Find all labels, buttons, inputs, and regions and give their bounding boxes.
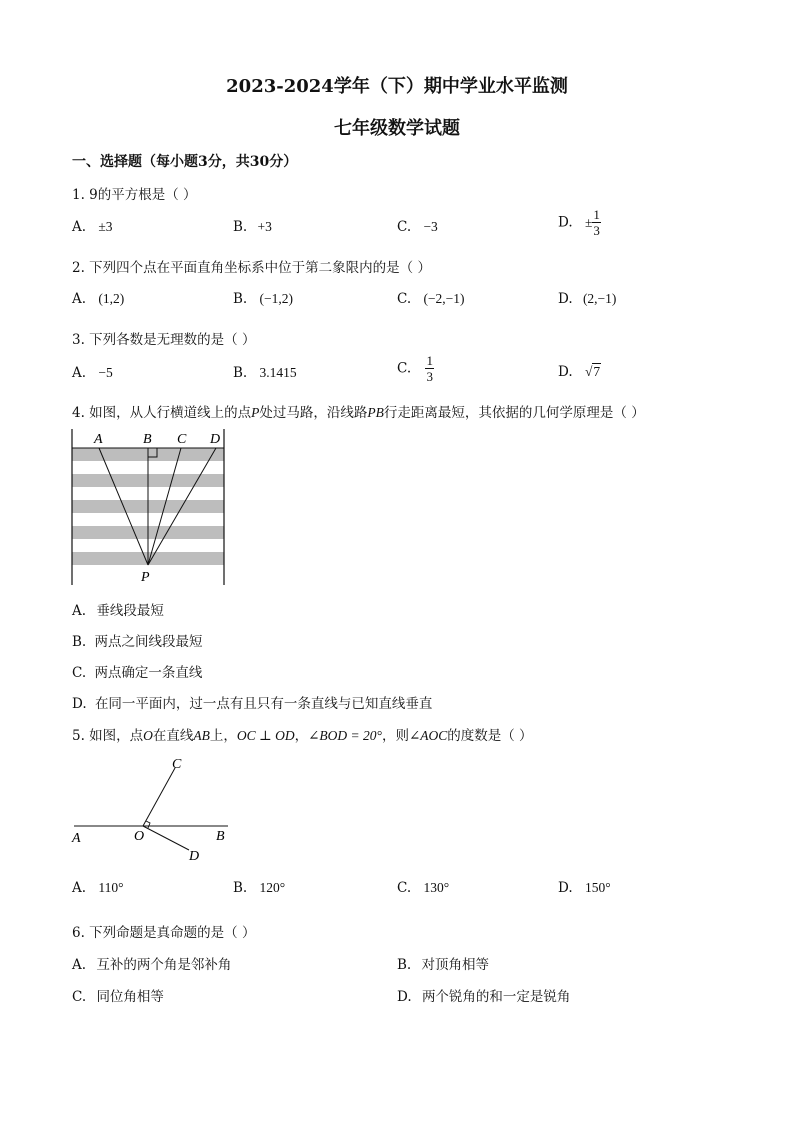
question-6-option-b[interactable]: B. 对顶角相等 [397,957,490,973]
fraction-one-third: $\frac{1}{3}$ [593,207,600,238]
label-c: C [177,432,187,447]
question-1-option-a[interactable]: A. ±3 [72,219,113,235]
label-b: B [216,829,225,844]
label-a: A [72,831,81,846]
question-3-option-d[interactable]: D. √7 [558,364,601,380]
label-c: C [172,757,182,772]
angle-figure [68,752,238,864]
exam-subtitle: 七年级数学试题 [334,118,460,139]
question-2-option-d[interactable]: D. (2,−1) [558,291,617,307]
ray-od [143,826,189,850]
question-4-option-a[interactable]: A. 垂线段最短 [72,603,164,619]
question-5-option-d[interactable]: D. 150° [558,880,611,896]
question-3-option-a[interactable]: A. −5 [72,365,113,381]
question-1-stem: 1. 9的平方根是（ ） [72,187,197,203]
question-3-option-b[interactable]: B. 3.1415 [233,365,297,381]
radical-sign-icon: √ [584,364,593,379]
question-1-option-d[interactable]: D. ± $\frac{1}{3}$ [558,207,600,238]
section-heading: 一、选择题（每小题3分，共30分） [72,154,298,170]
question-2-option-a[interactable]: A. (1,2) [72,291,125,307]
question-6-stem: 6. 下列命题是真命题的是（ ） [72,925,256,941]
question-4-stem: 4. 如图，从人行横道线上的点P处过马路，沿线路PB行走距离最短，其依据的几何学原理是（ ） [72,405,645,421]
fraction-one-third: $\frac{1}{3}$ [426,353,433,384]
label-d: D [189,849,200,864]
question-5-option-b[interactable]: B. 120° [233,880,286,896]
question-5-option-c[interactable]: C. 130° [397,880,450,896]
question-3-stem: 3. 下列各数是无理数的是（ ） [72,332,256,348]
label-p: P [141,570,150,585]
question-4-option-b[interactable]: B. 两点之间线段最短 [72,634,203,650]
question-5-stem: 5. 如图，点O在直线AB上，OC ⊥ OD，∠BOD = 20°，则∠AOC的度数是（ ） [72,728,533,744]
question-2-stem: 2. 下列四个点在平面直角坐标系中位于第二象限内的是（ ） [72,260,431,276]
question-2-option-b[interactable]: B. (−1,2) [233,291,293,307]
ray-oc [143,768,175,826]
label-d: D [210,432,221,447]
question-6-option-a[interactable]: A. 互补的两个角是邻补角 [72,957,232,973]
right-angle-mark-icon [146,821,150,828]
square-root: √7 [584,364,601,379]
label-o: O [134,829,145,844]
question-5-option-a[interactable]: A. 110° [72,880,124,896]
exam-title: 2023-2024学年（下）期中学业水平监测 [226,76,568,97]
question-1-option-b[interactable]: B. +3 [233,219,272,235]
crosswalk-figure [68,427,230,587]
question-6-option-c[interactable]: C. 同位角相等 [72,989,164,1005]
question-3-option-c[interactable]: C. $\frac{1}{3}$ [397,353,433,384]
question-4-option-d[interactable]: D. 在同一平面内，过一点有且只有一条直线与已知直线垂直 [72,696,433,712]
label-a: A [94,432,103,447]
question-2-option-c[interactable]: C. (−2,−1) [397,291,465,307]
label-b: B [143,432,152,447]
question-4-option-c[interactable]: C. 两点确定一条直线 [72,665,203,681]
question-6-option-d[interactable]: D. 两个锐角的和一定是锐角 [397,989,571,1005]
question-1-option-c[interactable]: C. −3 [397,219,438,235]
